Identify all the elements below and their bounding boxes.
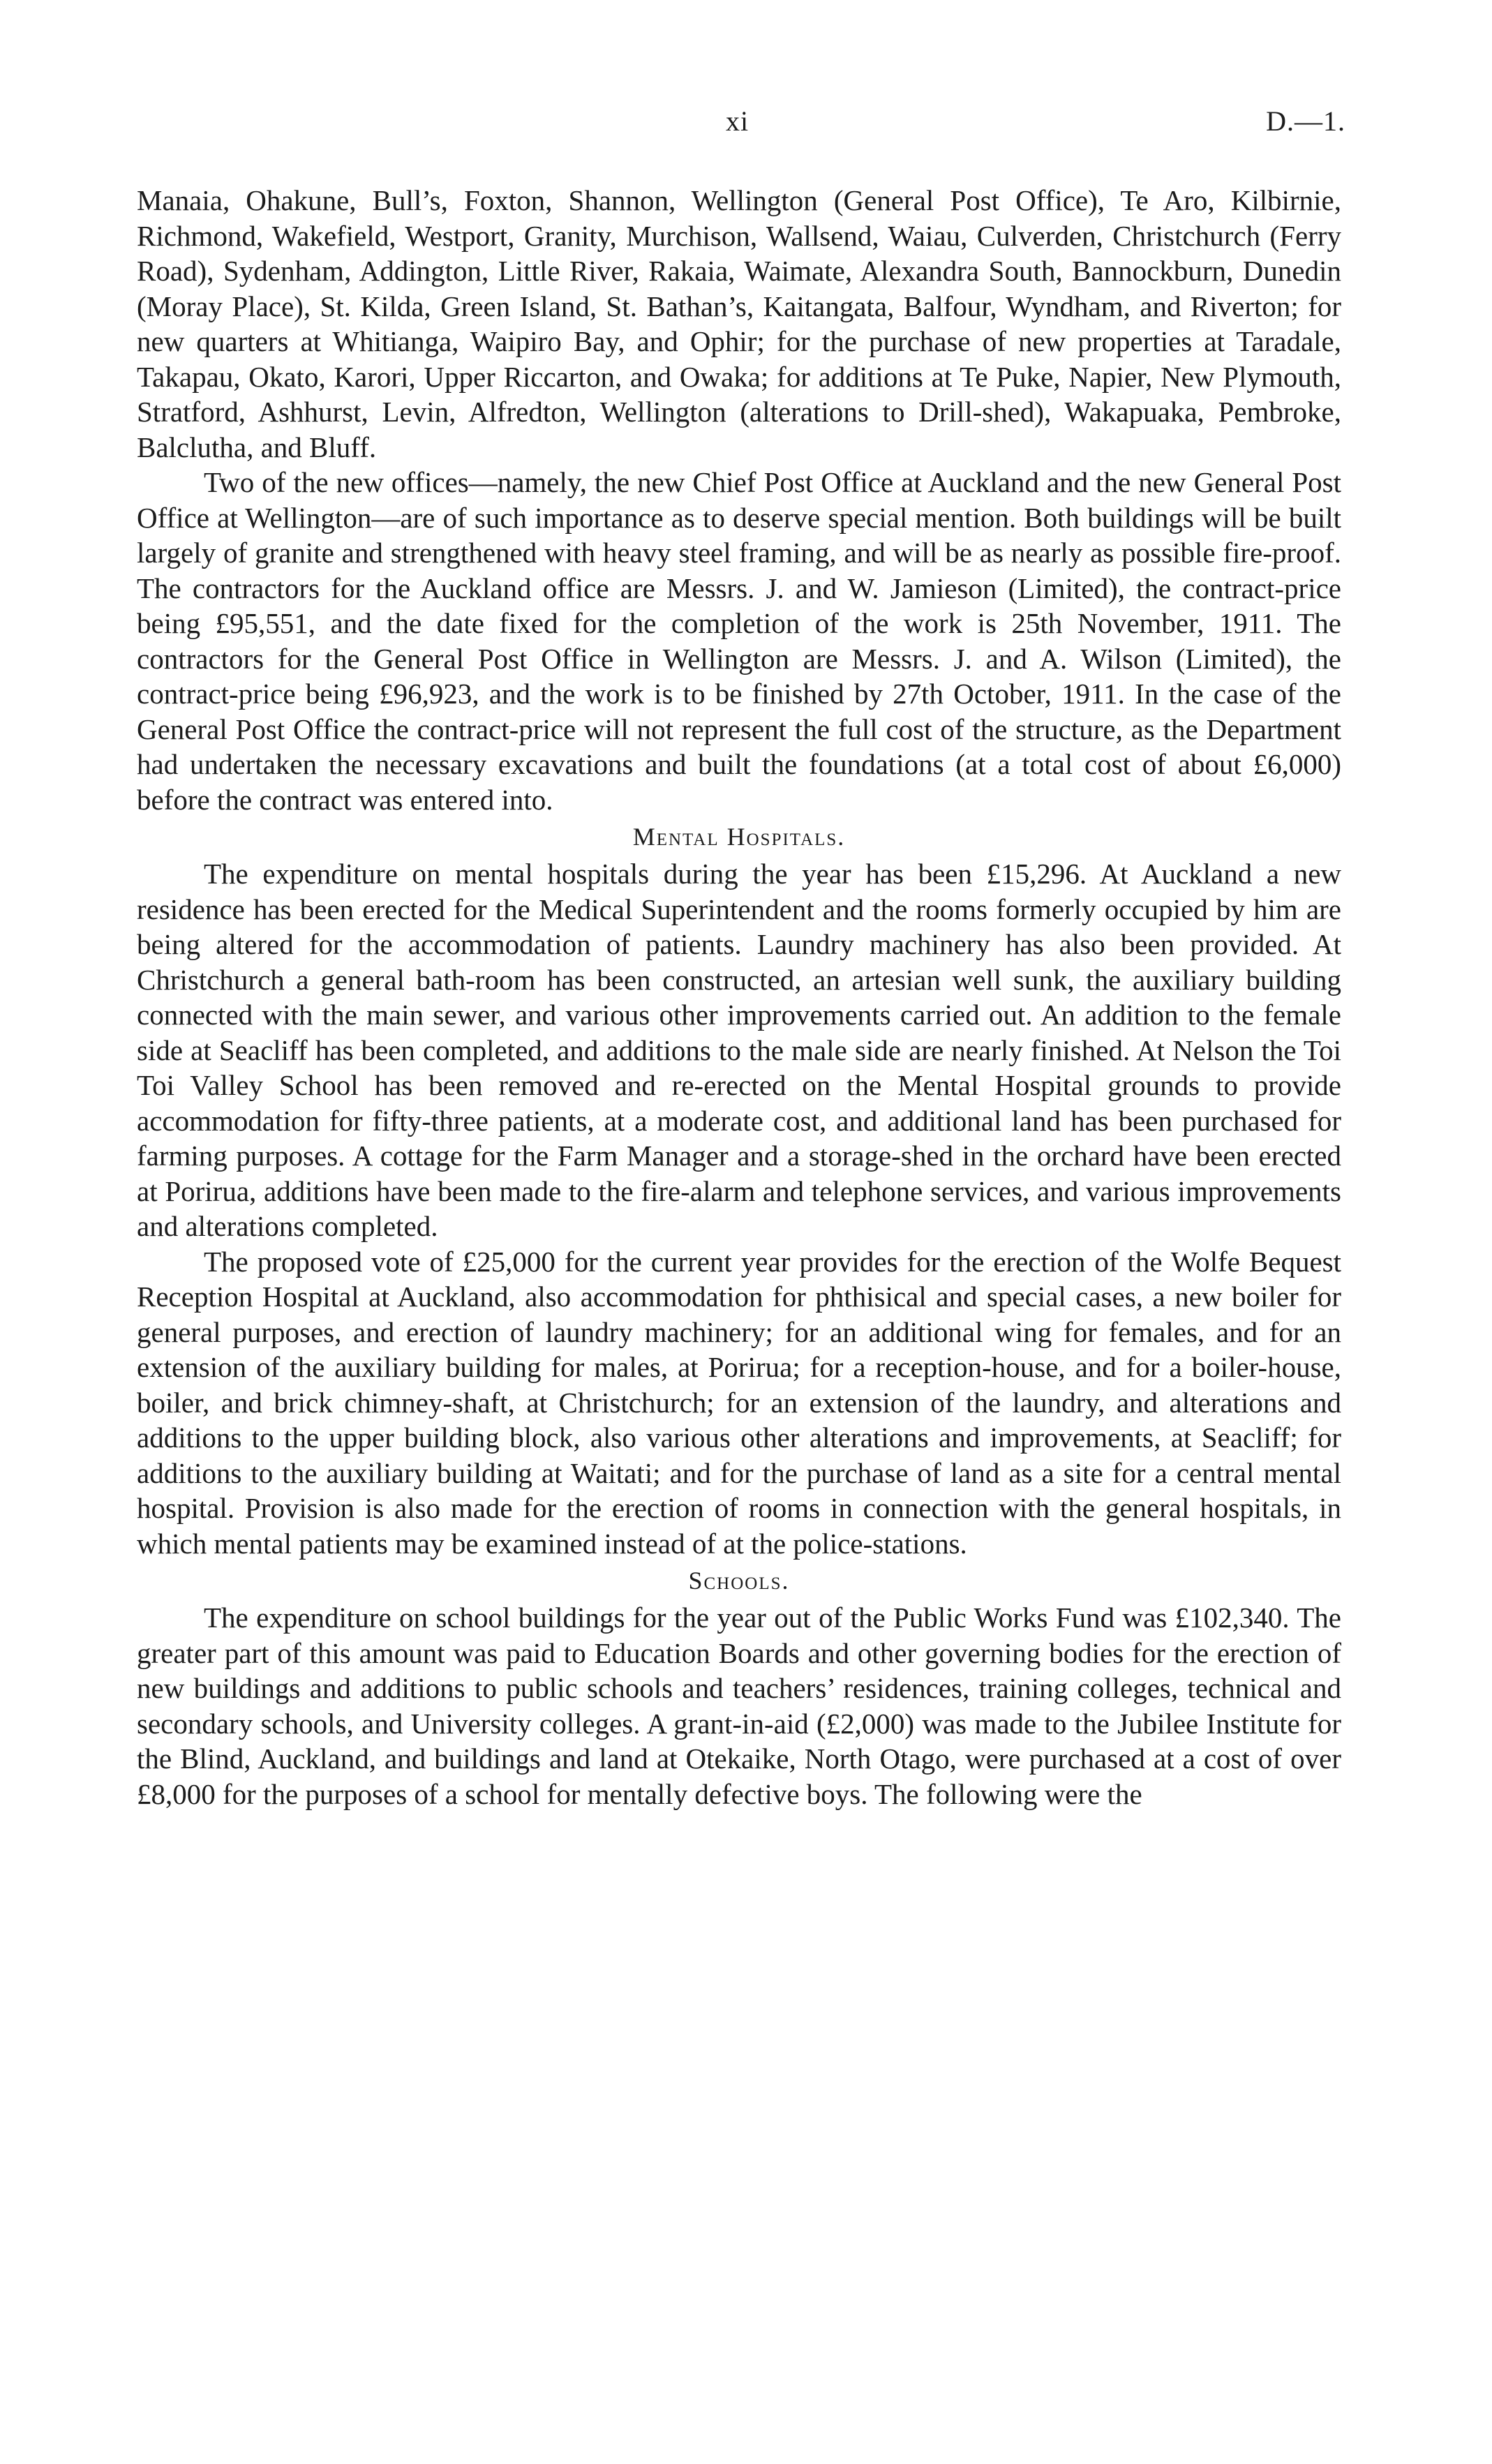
section-heading-schools: Schools. [688, 1567, 790, 1595]
paragraph-continuation: Manaia, Ohakune, Bull’s, Foxton, Shannon, Wellington (General Post Office), Te Aro, Kilbirnie, Richmond, Wakefield, Westport, Granity, Murchison, Wallsend, Waiau, Culverden, Christchurch (Ferry Road), Sydenham, Addington, Little River, Rakaia, Waimate, Alexandra South, Bannockburn, Dunedin (Moray Place), St. Kilda, Green Island, St. Bathan’s, Kaitangata, Balfour, Wyndham, and Riverton; for new quarters at Whitianga, Waipiro Bay, and Ophir; for the purchase of new properties at Taradale, Takapau, Okato, Karori, Upper Riccarton, and Owaka; for additions at Te Puke, Napier, New Plymouth, Stratford, Ashhurst, Levin, Alfredton, Wellington (alterations to Drill-shed), Wakapuaka, Pembroke, Balclutha, and Bluff. [137, 184, 1341, 463]
page-number: xi [726, 105, 749, 137]
paragraph-post-offices: Two of the new offices—namely, the new Chief Post Office at Auckland and the new General Post Office at Wellington—are of such importance as to deserve special mention. Both buildings will be built largely of granite and strengthened with heavy steel framing, and will be as nearly as possible fire-proof. The contractors for the Auckland office are Messrs. J. and W. Jamieson (Limited), the contract-price being £95,551, and the date fixed for the completion of the work is 25th November, 1911. The contractors for the General Post Office in Wellington are Messrs. J. and A. Wilson (Limited), the contract-price being £96,923, and the work is to be finished by 27th October, 1911. In the case of the General Post Office the contract-price will not represent the full cost of the structure, as the Department had undertaken the necessary excavations and built the foundations (at a total cost of about £6,000) before the contract was entered into. [137, 466, 1341, 816]
section-heading-mental-hospitals: Mental Hospitals. [632, 823, 846, 851]
paragraph-mental-proposed-vote: The proposed vote of £25,000 for the current year provides for the erection of the Wolfe Bequest Reception Hospital at Auckland, also accommodation for phthisical and special cases, a new boiler for general purposes, and erection of laundry machinery; for an additional wing for females, and for an extension of the auxiliary building for males, at Porirua; for a reception-house, and for a boiler-house, boiler, and brick chimney-shaft, at Christchurch; for an extension of the laundry, and alterations and additions to the upper building block, also various other alterations and improvements, at Seacliff; for additions to the auxiliary building at Waitati; and for the purchase of land as a site for a central mental hospital. Provision is also made for the erection of rooms in connection with the general hospitals, in which mental patients may be examined instead of at the police-stations. [137, 1245, 1341, 1560]
paragraph-mental-expenditure: The expenditure on mental hospitals during the year has been £15,296. At Auckland a new residence has been erected for the Medical Superintendent and the rooms formerly occupied by him are being altered for the accommodation of patients. Laundry machinery has also been provided. At Christchurch a general bath-room has been constructed, an artesian well sunk, the auxiliary building connected with the main sewer, and various other improvements carried out. An addition to the female side at Seacliff has been completed, and additions to the male side are nearly finished. At Nelson the Toi Toi Valley School has been removed and re-erected on the Mental Hospital grounds to provide accommodation for fifty-three patients, at a moderate cost, and additional land has been purchased for farming purposes. A cottage for the Farm Manager and a storage-shed in the orchard have been erected at Porirua, additions have been made to the fire-alarm and telephone services, and various improvements and alterations completed. [137, 858, 1341, 1242]
body-text [137, 183, 1341, 1812]
document-reference: D.—1. [1266, 105, 1345, 137]
page-header [0, 105, 1492, 147]
paragraph-schools-expenditure: The expenditure on school buildings for the year out of the Public Works Fund was £102,340. The greater part of this amount was paid to Education Boards and other governing bodies for the erection of new buildings and additions to public schools and teachers’ residences, training colleges, technical and secondary schools, and University colleges. A grant-in-aid (£2,000) was made to the Jubilee Institute for the Blind, Auckland, and buildings and land at Otekaike, North Otago, were purchased at a cost of over £8,000 for the purposes of a school for mentally defective boys. The following were the [137, 1601, 1341, 1810]
